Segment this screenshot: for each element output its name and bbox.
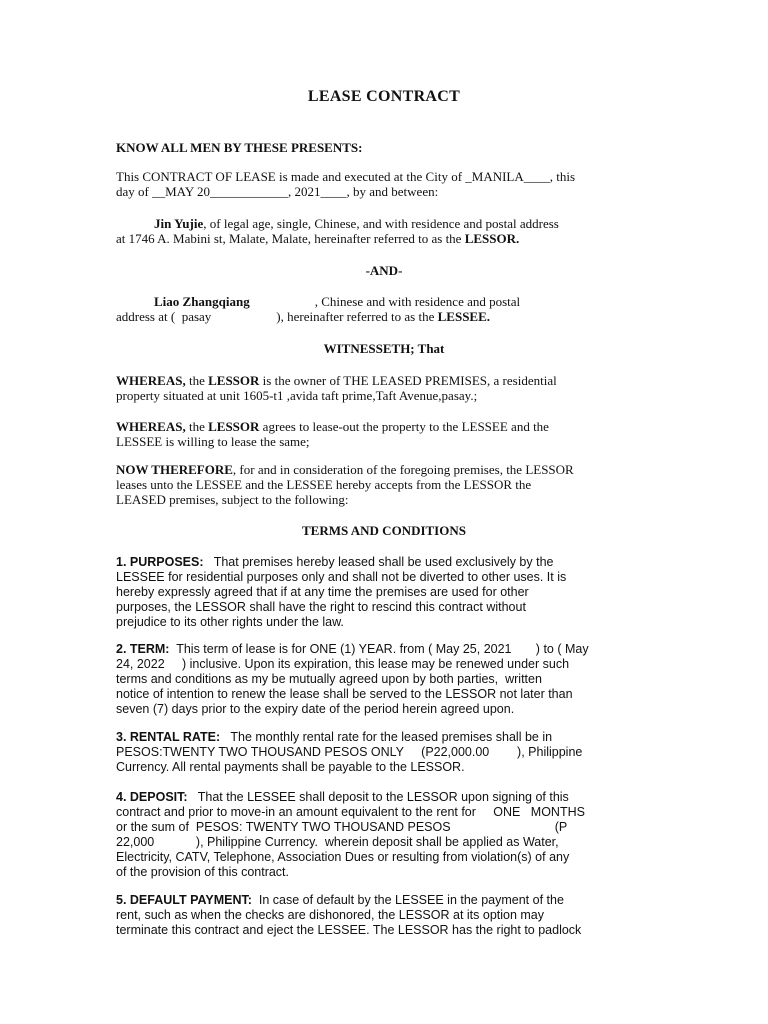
- whereas-1-mid: the: [185, 373, 209, 388]
- whereas-2-line-2: LESSEE is willing to lease the same;: [116, 434, 310, 449]
- clause-purposes-line-1: That premises hereby leased shall be used exclusively by the: [203, 555, 554, 569]
- whereas-1-line-2: property situated at unit 1605-t1 ,avida taft prime,Taft Avenue,pasay.;: [116, 388, 478, 403]
- whereas-2-rest: agrees to lease-out the property to the LESSEE and the: [259, 419, 549, 434]
- clause-deposit-head: 4. DEPOSIT:: [116, 790, 188, 804]
- clause-purposes: [116, 555, 636, 630]
- clause-term-line-4: notice of intention to renew the lease shall be served to the LESSOR not later than: [116, 687, 573, 701]
- clause-purposes-line-3: hereby expressly agreed that if at any time the premises are used for other: [116, 585, 529, 599]
- clause-rental-line-3: Currency. All rental payments shall be payable to the LESSOR.: [116, 760, 465, 774]
- and-separator: -AND-: [365, 263, 403, 278]
- lessee-name: Liao Zhangqiang: [154, 294, 250, 309]
- clause-default-line-2: rent, such as when the checks are dishonored, the LESSOR at its option may: [116, 908, 545, 922]
- intro-line-2: day of __MAY 20____________, 2021____, by and between:: [116, 184, 439, 199]
- now-therefore-paragraph: [116, 462, 636, 507]
- lessor-role: LESSOR.: [464, 231, 520, 246]
- clause-default-line-3: terminate this contract and eject the LESSEE. The LESSOR has the right to padlock: [116, 923, 582, 937]
- clause-term-line-3: terms and conditions as my be mutually agreed upon by both parties, written: [116, 672, 542, 686]
- now-therefore-line-2: leases unto the LESSEE and the LESSEE hereby accepts from the LESSOR the: [116, 477, 532, 492]
- whereas-1-lessor: LESSOR: [208, 373, 260, 388]
- clause-deposit-line-4: 22,000 ), Philippine Currency. wherein deposit shall be applied as Water,: [116, 835, 559, 849]
- clause-purposes-line-4: purposes, the LESSOR shall have the right to rescind this contract without: [116, 600, 526, 614]
- clause-rental-line-1: The monthly rental rate for the leased premises shall be in: [220, 730, 553, 744]
- lessor-line-2: at 1746 A. Mabini st, Malate, Malate, hereinafter referred to as the: [116, 231, 465, 246]
- lessee-line-2: address at ( pasay ), hereinafter referred to as the: [116, 309, 438, 324]
- know-all-heading: KNOW ALL MEN BY THESE PRESENTS:: [116, 140, 363, 155]
- clause-term: [116, 642, 636, 717]
- lessee-party-paragraph: [116, 294, 636, 324]
- whereas-2-lessor: LESSOR: [208, 419, 260, 434]
- whereas-1-rest: is the owner of THE LEASED PREMISES, a residential: [259, 373, 557, 388]
- clause-deposit-line-3: or the sum of PESOS: TWENTY TWO THOUSAND PESOS (P: [116, 820, 568, 834]
- clause-rental-rate: [116, 730, 636, 775]
- lessee-role: LESSEE.: [437, 309, 491, 324]
- now-therefore-rest: , for and in consideration of the foregoing premises, the LESSOR: [232, 462, 574, 477]
- now-therefore-lead: NOW THEREFORE: [116, 462, 233, 477]
- clause-default-line-1: In case of default by the LESSEE in the payment of the: [251, 893, 564, 907]
- clause-term-head: 2. TERM:: [116, 642, 170, 656]
- lessor-party-paragraph: [116, 216, 636, 246]
- whereas-2-lead: WHEREAS,: [116, 419, 186, 434]
- lessor-line-1-rest: , of legal age, single, Chinese, and with residence and postal address: [203, 216, 559, 231]
- clause-term-line-1: This term of lease is for ONE (1) YEAR. from ( May 25, 2021 ) to ( May: [169, 642, 589, 656]
- clause-purposes-line-2: LESSEE for residential purposes only and shall not be diverted to other uses. It is: [116, 570, 567, 584]
- whereas-1-lead: WHEREAS,: [116, 373, 186, 388]
- clause-deposit: [116, 790, 636, 880]
- intro-paragraph: [116, 169, 636, 199]
- clause-default-head: 5. DEFAULT PAYMENT:: [116, 893, 252, 907]
- clause-purposes-head: 1. PURPOSES:: [116, 555, 204, 569]
- document-title: LEASE CONTRACT: [307, 88, 461, 105]
- whereas-2-mid: the: [185, 419, 209, 434]
- whereas-1-paragraph: [116, 373, 636, 403]
- clause-rental-head: 3. RENTAL RATE:: [116, 730, 221, 744]
- clause-deposit-line-6: of the provision of this contract.: [116, 865, 290, 879]
- clause-rental-line-2: PESOS:TWENTY TWO THOUSAND PESOS ONLY (P22,000.00 ), Philippine: [116, 745, 583, 759]
- now-therefore-line-3: LEASED premises, subject to the following:: [116, 492, 349, 507]
- clause-deposit-line-5: Electricity, CATV, Telephone, Association Dues or resulting from violation(s) of any: [116, 850, 570, 864]
- intro-line-1: This CONTRACT OF LEASE is made and executed at the City of _MANILA____, this: [116, 169, 576, 184]
- clause-term-line-2: 24, 2022 ) inclusive. Upon its expiration, this lease may be renewed under such: [116, 657, 570, 671]
- witnesseth-heading: WITNESSETH; That: [323, 341, 445, 356]
- clause-deposit-line-2: contract and prior to move-in an amount equivalent to the rent for ONE MONTHS: [116, 805, 585, 819]
- terms-heading: TERMS AND CONDITIONS: [302, 523, 466, 538]
- clause-deposit-line-1: That the LESSEE shall deposit to the LESSOR upon signing of this: [187, 790, 569, 804]
- clause-purposes-line-5: prejudice to its other rights under the law.: [116, 615, 344, 629]
- lessor-name: Jin Yujie: [154, 216, 204, 231]
- lessee-line-1-rest: , Chinese and with residence and postal: [249, 294, 521, 309]
- whereas-2-paragraph: [116, 419, 636, 449]
- clause-default-payment: [116, 893, 636, 938]
- clause-term-line-5: seven (7) days prior to the expiry date of the period herein agreed upon.: [116, 702, 515, 716]
